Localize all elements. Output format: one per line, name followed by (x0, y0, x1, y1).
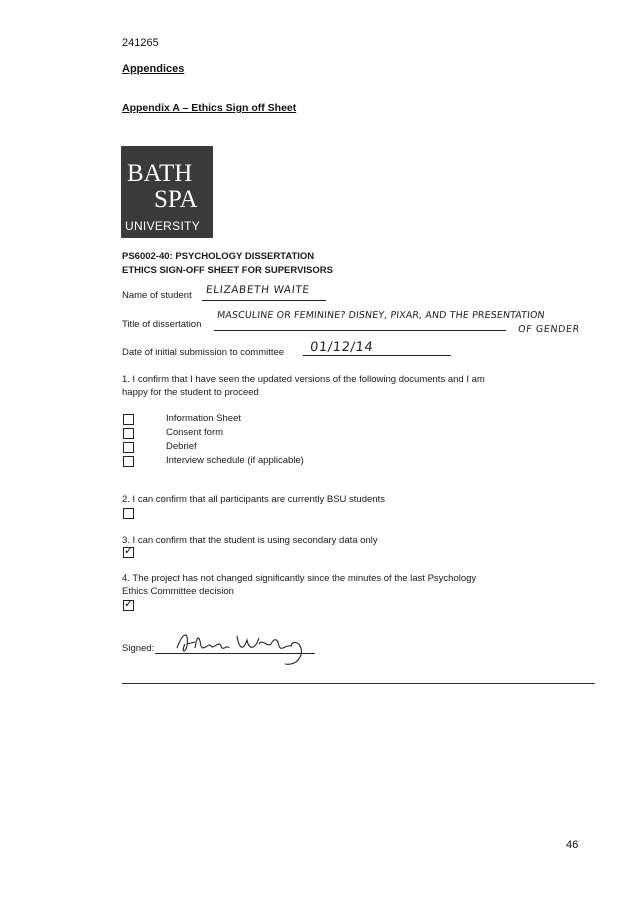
interview-schedule-label: Interview schedule (if applicable) (166, 455, 304, 466)
supervisor-signature (175, 626, 325, 670)
question-4-line-2: Ethics Committee decision (122, 586, 234, 597)
debrief-checkbox[interactable] (123, 442, 134, 453)
appendix-title: Appendix A – Ethics Sign off Sheet (122, 102, 297, 114)
student-id: 241265 (122, 37, 159, 49)
question-4-line-1: 4. The project has not changed significantly since the minutes of the last Psychology (122, 573, 477, 584)
student-name-value: ELIZABETH WAITE (205, 284, 311, 296)
information-sheet-checkbox[interactable] (123, 414, 134, 425)
student-name-label: Name of student (122, 290, 192, 301)
submission-date-label: Date of initial submission to committee (122, 347, 285, 358)
ethics-form-scan (118, 140, 598, 685)
page-number: 46 (566, 839, 579, 851)
question-3: 3. I can confirm that the student is using secondary data only (122, 535, 378, 546)
information-sheet-label: Information Sheet (166, 413, 241, 424)
form-title-line-1: PS6002-40: PSYCHOLOGY DISSERTATION (122, 251, 315, 262)
dissertation-title-value: MASCULINE OR FEMININE? DISNEY, PIXAR, AND THE PRESENTATION (216, 310, 546, 321)
question-4-checkbox[interactable] (123, 600, 134, 611)
question-1-line-2: happy for the student to proceed (122, 387, 259, 398)
consent-form-checkbox[interactable] (123, 428, 134, 439)
question-2: 2. I can confirm that all participants are currently BSU students (122, 494, 385, 505)
dissertation-title-line (214, 330, 506, 331)
section-title: Appendices (122, 63, 185, 75)
consent-form-label: Consent form (166, 427, 224, 438)
submission-date-line (303, 355, 451, 356)
signed-label: Signed: (122, 643, 155, 654)
logo-line-bath: BATH (127, 160, 193, 187)
dissertation-title-label: Title of dissertation (122, 319, 202, 330)
submission-date-value: 01/12/14 (309, 340, 374, 355)
question-1-line-1: 1. I confirm that I have seen the updated versions of the following documents and I am (122, 374, 485, 385)
logo-line-university: UNIVERSITY (125, 219, 201, 233)
interview-schedule-checkbox[interactable] (123, 456, 134, 467)
form-title-line-2: ETHICS SIGN-OFF SHEET FOR SUPERVISORS (122, 265, 333, 276)
form-title (122, 250, 333, 278)
dissertation-title-value-line-2: OF GENDER (517, 324, 581, 335)
question-3-checkbox[interactable] (123, 547, 134, 558)
logo-line-spa: SPA (154, 186, 198, 213)
debrief-label: Debrief (166, 441, 197, 452)
question-1 (122, 373, 485, 399)
university-logo (121, 146, 213, 238)
section-rule (122, 683, 595, 684)
student-name-line (202, 300, 326, 301)
question-2-checkbox[interactable] (123, 508, 134, 519)
question-4 (122, 572, 476, 598)
